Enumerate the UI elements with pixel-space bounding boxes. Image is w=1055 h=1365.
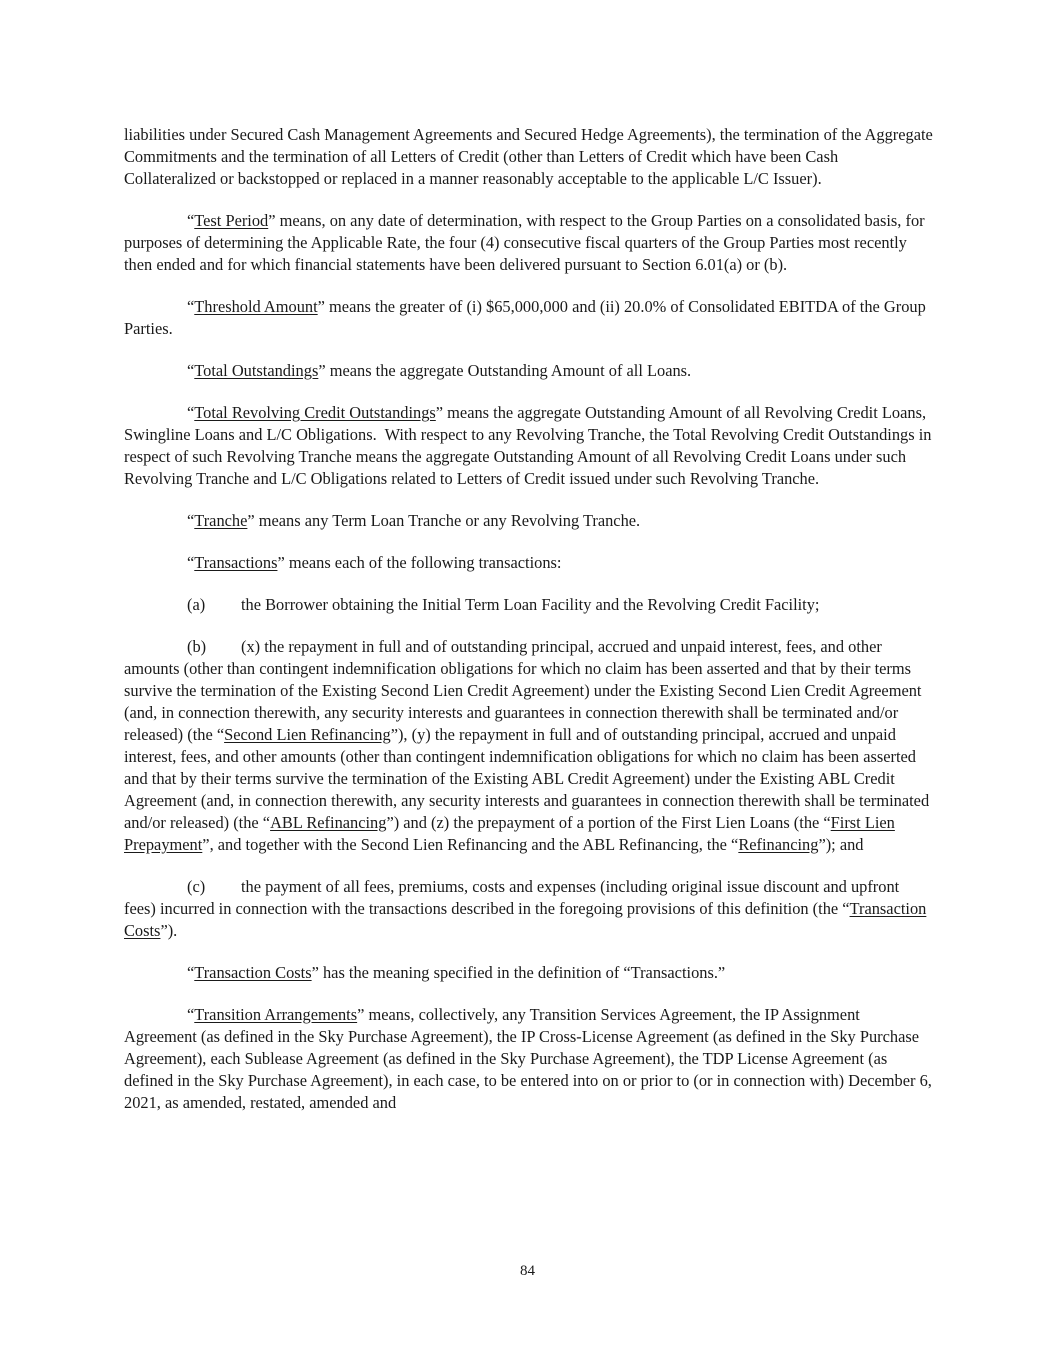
definition-test-period: “Test Period” means, on any date of determination, with respect to the Group Parties on a consolidated basis, for purposes of determining the Applicable Rate, the four (4) consecutive fiscal quarters of the Group Parties most recently then ended and for which financial statements have been delivered pursuant to Section 6.01(a) or (b). <box>124 211 925 274</box>
item-label-b: (b) <box>187 637 207 656</box>
defined-term-test-period: Test Period <box>194 211 269 230</box>
defined-term-first-lien-prepayment: First Lien Prepayment <box>124 813 895 854</box>
defined-term-transaction-costs: Transaction Costs <box>194 963 312 982</box>
item-label-c: (c) <box>187 877 206 896</box>
definition-transactions: “Transactions” means each of the following transactions: <box>187 553 562 572</box>
defined-term-refinancing: Refinancing <box>738 835 819 854</box>
defined-term-total-outstandings: Total Outstandings <box>194 361 319 380</box>
definition-transition-arrangements: “Transition Arrangements” means, collectively, any Transition Services Agreement, the IP Assignment Agreement (as defined in the Sky Purchase Agreement), the IP Cross-License Agreement (as defined in the Sky Purchase Agreement), each Sublease Agreement (as defined in the Sky Purchase Agreement), the TDP License Agreement (as defined in the Sky Purchase Agreement), in each case, to be entered into on or prior to (or in connection with) December 6, 2021, as amended, restated, amended and <box>124 1005 932 1112</box>
definition-threshold-amount: “Threshold Amount” means the greater of (i) $65,000,000 and (ii) 20.0% of Consolidated EBITDA of the Group Parties. <box>124 297 926 338</box>
definition-transaction-costs: “Transaction Costs” has the meaning specified in the definition of “Transactions.” <box>187 963 726 982</box>
page-number: 84 <box>520 1263 535 1279</box>
item-label-a: (a) <box>187 595 206 614</box>
defined-term-tranche: Tranche <box>194 511 248 530</box>
transactions-item-b: (b) (x) the repayment in full and of outstanding principal, accrued and unpaid interest, fees, and other amounts (other than contingent indemnification obligations for which no claim has been asserted and that by their terms survive the termination of the Existing Second Lien Credit Agreement) under the Existing Second Lien Credit Agreement (and, in connection therewith, any security interests and guarantees in connection therewith shall be terminated and/or released) (the “Second Lien Refinancing”), (y) the repayment in full and of outstanding principal, accrued and unpaid interest, fees, and other amounts (other than contingent indemnification obligations for which no claim has been asserted and that by their terms survive the termination of the Existing ABL Credit Agreement) under the Existing ABL Credit Agreement (and, in connection therewith, any security interests and guarantees in connection therewith shall be terminated and/or released) (the “ABL Refinancing”) and (z) the prepayment of a portion of the First Lien Loans (the “First Lien Prepayment”, and together with the Second Lien Refinancing and the ABL Refinancing, the “Refinancing”); and <box>124 637 930 854</box>
paragraph-termination-continuation: liabilities under Secured Cash Management Agreements and Secured Hedge Agreements), the termination of the Aggregate Commitments and the termination of all Letters of Credit (other than Letters of Credit which have been Cash Collateralized or backstopped or replaced in a manner reasonably acceptable to the applicable L/C Issuer). <box>124 125 933 188</box>
defined-term-transactions: Transactions <box>194 553 278 572</box>
defined-term-second-lien-refinancing: Second Lien Refinancing <box>224 725 391 744</box>
defined-term-transaction-costs-inline: Transaction Costs <box>124 899 927 940</box>
defined-term-total-revolving-credit-outstandings: Total Revolving Credit Outstandings <box>194 403 436 422</box>
defined-term-threshold-amount: Threshold Amount <box>194 297 318 316</box>
definition-tranche: “Tranche” means any Term Loan Tranche or any Revolving Tranche. <box>187 511 641 530</box>
defined-term-transition-arrangements: Transition Arrangements <box>194 1005 358 1024</box>
transactions-item-a: (a) the Borrower obtaining the Initial Term Loan Facility and the Revolving Credit Facility; <box>187 595 820 614</box>
document-page <box>124 124 934 1134</box>
definition-total-outstandings: “Total Outstandings” means the aggregate Outstanding Amount of all Loans. <box>187 361 692 380</box>
transactions-item-c: (c) the payment of all fees, premiums, costs and expenses (including original issue discount and upfront fees) incurred in connection with the transactions described in the foregoing provisions of this definition (the “Transaction Costs”). <box>124 877 927 940</box>
definition-total-revolving-credit-outstandings: “Total Revolving Credit Outstandings” means the aggregate Outstanding Amount of all Revolving Credit Loans, Swingline Loans and L/C Obligations. With respect to any Revolving Tranche, the Total Revolving Credit Outstandings in respect of such Revolving Tranche means the aggregate Outstanding Amount of all Revolving Credit Loans under such Revolving Tranche and L/C Obligations related to Letters of Credit issued under such Revolving Tranche. <box>124 403 932 488</box>
defined-term-abl-refinancing: ABL Refinancing <box>270 813 387 832</box>
